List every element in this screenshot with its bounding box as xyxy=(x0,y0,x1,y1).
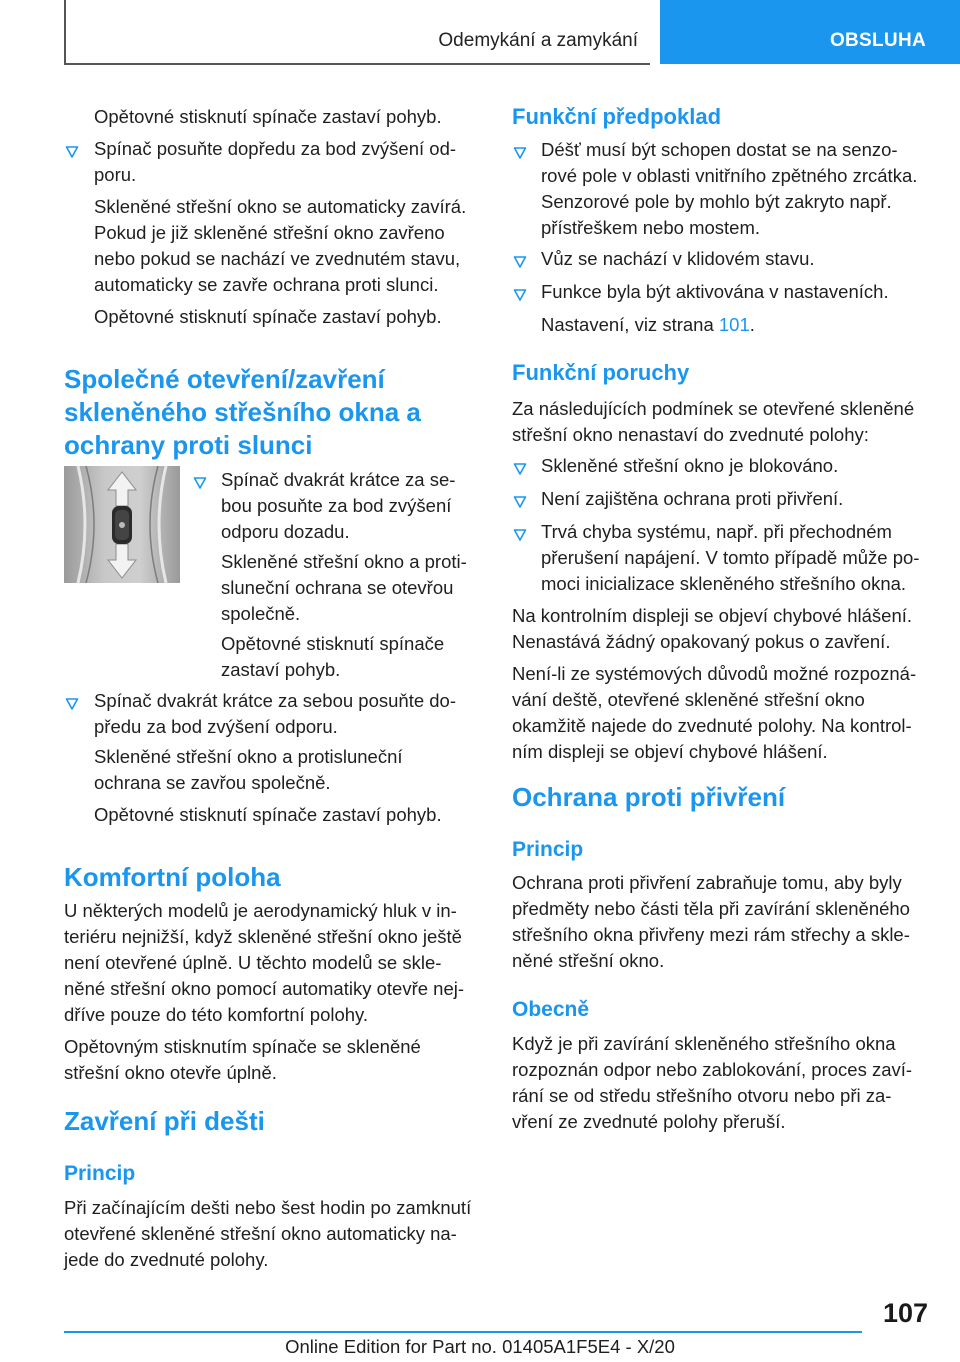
bullet-triangle-icon xyxy=(193,476,207,490)
left-para-full-open-2: střešní okno otevře úplně. xyxy=(64,1062,277,1083)
right-para-rain-detect-4: ním displeji se objeví chybové hlášení. xyxy=(512,741,828,762)
right-para-general-1: Když je při zavírání skleněného střešního okna xyxy=(512,1033,896,1054)
left-para-rain-1: Při začínajícím dešti nebo šest hodin po zamknutí xyxy=(64,1197,472,1218)
left-bullet-1-line-2: poru. xyxy=(94,164,137,185)
right-para-conditions-2: střešní okno nenastaví do zvednuté polohy: xyxy=(512,424,869,445)
heading-together-line-1: Společné otevření/zavření xyxy=(64,364,385,394)
right-para-rain-detect-1: Není-li ze systémových důvodů možné rozpozná- xyxy=(512,663,917,684)
heading-function-prerequisite: Funkční předpoklad xyxy=(512,104,722,129)
left-para-comfort-3: není otevřené úplně. U těchto modelů se skle- xyxy=(64,952,442,973)
left-stop-note-3-line-1: Opětovné stisknutí spínače xyxy=(221,633,445,654)
right-bullet-1-line-1: Déšť musí být schopen dostat se na senzo- xyxy=(541,139,898,160)
settings-reference-suffix: . xyxy=(749,314,755,335)
left-para-open-together-2: sluneční ochrana se otevřou xyxy=(221,577,454,598)
bullet-triangle-icon xyxy=(513,255,527,269)
left-para-rain-3: jede do zvednuté polohy. xyxy=(64,1249,269,1270)
left-para-comfort-1: U některých modelů je aerodynamický hluk v in- xyxy=(64,900,457,921)
bullet-triangle-icon xyxy=(65,697,79,711)
left-bullet-2-line-1: Spínač dvakrát krátce za se- xyxy=(221,469,456,490)
bullet-triangle-icon xyxy=(513,462,527,476)
heading-close-in-rain: Zavření při dešti xyxy=(64,1106,265,1136)
right-para-general-4: vření ze zvednuté polohy přeruší. xyxy=(512,1111,786,1132)
heading-together-line-2: skleněného střešního okna a xyxy=(64,397,421,427)
left-para-rain-2: otevřené skleněné střešní okno automaticky na- xyxy=(64,1223,457,1244)
settings-page-link[interactable]: 101 xyxy=(718,314,750,335)
right-bullet-3: Funkce byla být aktivována v nastaveních. xyxy=(541,281,889,302)
heading-comfort-position: Komfortní poloha xyxy=(64,862,281,892)
right-bullet-4: Skleněné střešní okno je blokováno. xyxy=(541,455,839,476)
roof-switch-figure xyxy=(64,466,180,583)
subheading-principle-right: Princip xyxy=(512,838,584,861)
settings-reference-text: Nastavení, viz strana xyxy=(541,314,719,335)
page-number: 107 xyxy=(882,1298,928,1328)
right-bullet-1-line-4: přístřeškem nebo mostem. xyxy=(541,217,760,238)
left-bullet-3-line-2: předu za bod zvýšení odporu. xyxy=(94,716,338,737)
footer-rule xyxy=(64,1331,862,1333)
chapter-title: Odemykání a zamykání xyxy=(438,30,638,51)
left-para-open-together-1: Skleněné střešní okno a proti- xyxy=(221,551,467,572)
section-tab-label: OBSLUHA xyxy=(829,30,926,51)
right-bullet-1-line-2: rové pole v oblasti vnitřního zpětného zrcátka. xyxy=(541,165,918,186)
left-stop-note-3-line-2: zastaví pohyb. xyxy=(221,659,341,680)
left-bullet-2-line-3: odporu dozadu. xyxy=(221,521,350,542)
right-para-rain-detect-3: okamžitě najede do zvednuté polohy. Na kontrol- xyxy=(512,715,912,736)
left-stop-note-1: Opětovné stisknutí spínače zastaví pohyb. xyxy=(94,106,442,127)
bullet-triangle-icon xyxy=(513,495,527,509)
heading-together-line-3: ochrany proti slunci xyxy=(64,430,313,460)
right-para-general-3: rání se od středu střešního otvoru nebo při za- xyxy=(512,1085,892,1106)
right-para-conditions-1: Za následujících podmínek se otevřené skleněné xyxy=(512,398,915,419)
subheading-principle-left: Princip xyxy=(64,1162,136,1185)
left-bullet-3-line-1: Spínač dvakrát krátce za sebou posuňte do- xyxy=(94,690,456,711)
left-stop-note-2: Opětovné stisknutí spínače zastaví pohyb. xyxy=(94,306,442,327)
bullet-triangle-icon xyxy=(513,528,527,542)
left-bullet-1-line-1: Spínač posuňte dopředu za bod zvýšení od- xyxy=(94,138,457,159)
right-para-error-msg-1: Na kontrolním displeji se objeví chybové hlášení. xyxy=(512,605,913,626)
right-para-pinch-2: předměty nebo části těla při zavírání skleněného xyxy=(512,898,910,919)
bullet-triangle-icon xyxy=(513,146,527,160)
right-bullet-6-line-2: přerušení napájení. V tomto případě může po- xyxy=(541,547,920,568)
right-para-pinch-1: Ochrana proti přivření zabraňuje tomu, aby byly xyxy=(512,872,902,893)
left-para-comfort-4: něné střešní okno pomocí automatiky otevře nej- xyxy=(64,978,465,999)
right-para-pinch-4: něné střešní okno. xyxy=(512,950,665,971)
subheading-general: Obecně xyxy=(512,998,590,1021)
left-stop-note-4: Opětovné stisknutí spínače zastaví pohyb. xyxy=(94,804,442,825)
left-para-auto-close-2: Pokud je již skleněné střešní okno zavřeno xyxy=(94,222,445,243)
bullet-triangle-icon xyxy=(513,288,527,302)
header-rule-bottom xyxy=(64,63,650,65)
left-para-auto-close-4: automaticky se zavře ochrana proti slunci. xyxy=(94,274,439,295)
left-para-close-together-2: ochrana se zavřou společně. xyxy=(94,772,331,793)
left-para-full-open-1: Opětovným stisknutím spínače se skleněné xyxy=(64,1036,421,1057)
header-rule-left xyxy=(64,0,66,64)
left-para-comfort-2: teriéru nejnižší, když skleněné střešní okno ještě xyxy=(64,926,462,947)
right-bullet-1-line-3: Senzorové pole by mohlo být zakryto např. xyxy=(541,191,892,212)
left-para-auto-close-3: nebo pokud se nachází ve zvednutém stavu, xyxy=(94,248,461,269)
left-para-comfort-5: dříve pouze do této komfortní polohy. xyxy=(64,1004,369,1025)
right-para-pinch-3: střešního okna přivřeny mezi rám střechy a skle- xyxy=(512,924,910,945)
left-para-close-together-1: Skleněné střešní okno a protisluneční xyxy=(94,746,403,767)
left-para-auto-close-1: Skleněné střešní okno se automaticky zavírá. xyxy=(94,196,467,217)
right-bullet-5: Není zajištěna ochrana proti přivření. xyxy=(541,488,844,509)
settings-reference xyxy=(541,312,755,338)
left-bullet-2-line-2: bou posuňte za bod zvýšení xyxy=(221,495,452,516)
section-tab xyxy=(660,0,960,64)
right-para-rain-detect-2: vání deště, otevřené skleněné střešní okno xyxy=(512,689,865,710)
heading-function-faults: Funkční poruchy xyxy=(512,360,690,385)
right-bullet-2: Vůz se nachází v klidovém stavu. xyxy=(541,248,815,269)
left-para-open-together-3: společně. xyxy=(221,603,301,624)
heading-pinch-protection: Ochrana proti přivření xyxy=(512,782,786,812)
right-para-error-msg-2: Nenastává žádný opakovaný pokus o zavření. xyxy=(512,631,891,652)
bullet-triangle-icon xyxy=(65,145,79,159)
right-bullet-6-line-1: Trvá chyba systému, např. při přechodném xyxy=(541,521,892,542)
right-para-general-2: rozpoznán odpor nebo zablokování, proces zaví- xyxy=(512,1059,913,1080)
right-bullet-6-line-3: moci inicializace skleněného střešního okna. xyxy=(541,573,907,594)
edition-note: Online Edition for Part no. 01405A1F5E4 - X/20 xyxy=(285,1336,675,1357)
